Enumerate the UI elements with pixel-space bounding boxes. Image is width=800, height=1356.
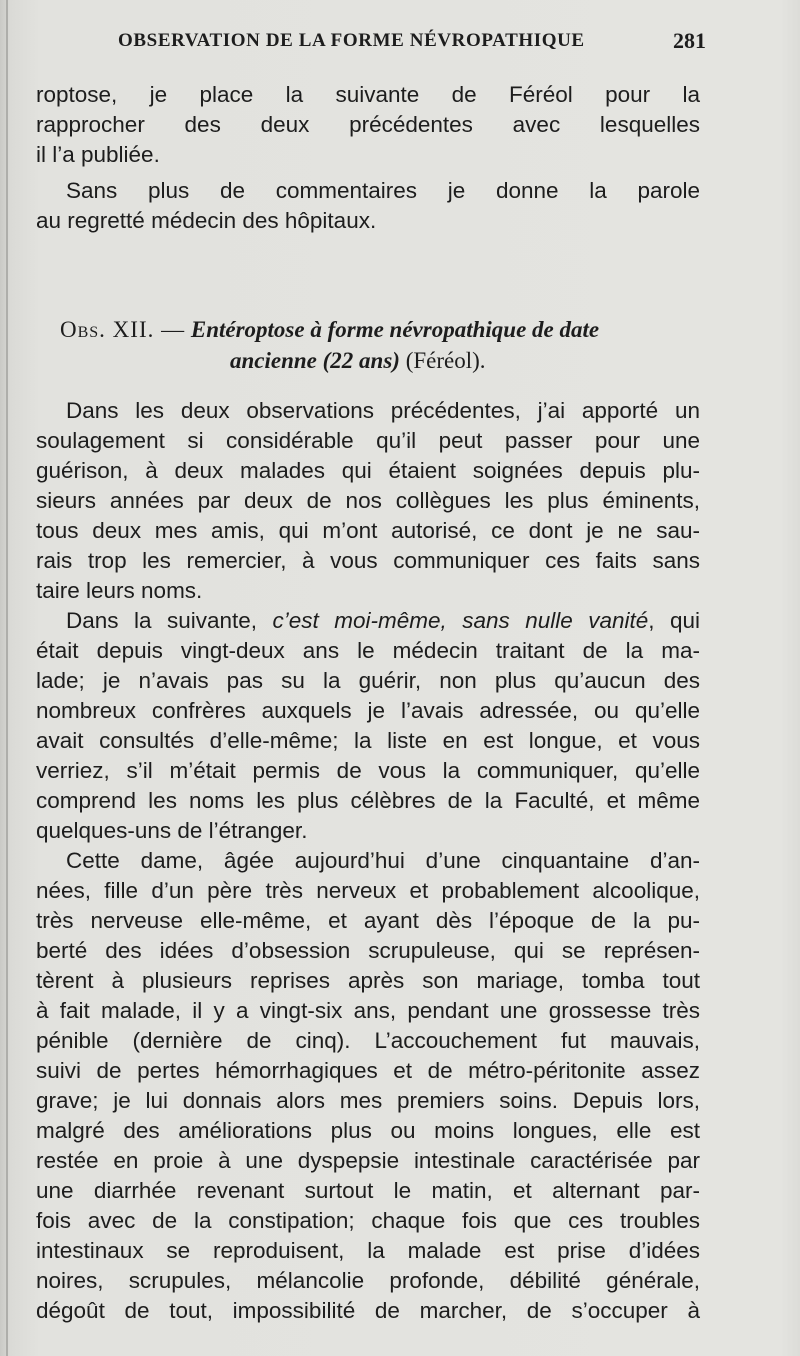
text-line: verriez, s’il m’était permis de vous la communiquer, qu’elle <box>36 758 700 783</box>
italic-fragment: c’est moi-même, sans nulle vanité <box>272 608 649 633</box>
text-line: dégoût de tout, impossibilité de marcher, de s’occuper à <box>36 1298 700 1323</box>
text-line: était depuis vingt-deux ans le médecin traitant de la ma- <box>36 638 700 663</box>
text-line: quelques-uns de l’étranger. <box>36 818 308 843</box>
text-line: noires, scrupules, mélancolie profonde, débilité générale, <box>36 1268 700 1293</box>
text-line: soulagement si considérable qu’il peut passer pour une <box>36 428 700 453</box>
running-head: OBSERVATION DE LA FORME NÉVROPATHIQUE <box>118 30 585 51</box>
text-line: à fait malade, il y a vingt-six ans, pendant une grossesse très <box>36 998 700 1023</box>
text-line: nées, fille d’un père très nerveux et probablement alcoolique, <box>36 878 700 903</box>
observation-subtitle: ancienne (22 ans) <box>230 348 400 373</box>
text-line: malgré des améliorations plus ou moins longues, elle est <box>36 1118 700 1143</box>
text-line: Cette dame, âgée aujourd’hui d’une cinquantaine d’an- <box>66 848 700 873</box>
body-text <box>36 396 700 1326</box>
text-fragment: Dans la suivante, <box>66 608 273 633</box>
observation-label: Obs. XII. — <box>60 317 186 342</box>
text-line: taire leurs noms. <box>36 578 203 603</box>
text-line: nombreux confrères auxquels je l’avais adressée, ou qu’elle <box>36 698 700 723</box>
text-line: fois avec de la constipation; chaque fois que ces troubles <box>36 1208 700 1233</box>
observation-heading <box>60 314 700 376</box>
text-line: Dans les deux observations précédentes, j’ai apporté un <box>66 398 700 423</box>
page-header <box>118 30 708 58</box>
text-line: restée en proie à une dyspepsie intestinale caractérisée par <box>36 1148 700 1173</box>
intro-paragraphs <box>36 80 700 236</box>
page-number: 281 <box>673 28 706 53</box>
text-line: lade; je n’avais pas su la guérir, non plus qu’aucun des <box>36 668 700 693</box>
text-line: pénible (dernière de cinq). L’accouchement fut mauvais, <box>36 1028 700 1053</box>
text-line: tous deux mes amis, qui m’ont autorisé, ce dont je ne sau- <box>36 518 700 543</box>
text-line: grave; je lui donnais alors mes premiers soins. Depuis lors, <box>36 1088 700 1113</box>
text-line: très nerveuse elle-même, et ayant dès l’époque de la pu- <box>36 908 700 933</box>
text-line: roptose, je place la suivante de Féréol pour la <box>36 82 700 107</box>
text-line: avait consultés d’elle-même; la liste en est longue, et vous <box>36 728 700 753</box>
text-line: tèrent à plusieurs reprises après son mariage, tomba tout <box>36 968 700 993</box>
text-line: intestinaux se reproduisent, la malade est prise d’idées <box>36 1238 700 1263</box>
text-line: rais trop les remercier, à vous communiquer ces faits sans <box>36 548 700 573</box>
text-line: berté des idées d’obsession scrupuleuse, qui se représen- <box>36 938 700 963</box>
text-fragment: , qui <box>648 608 700 633</box>
observation-author: (Féréol). <box>399 348 486 373</box>
text-line: suivi de pertes hémorrhagiques et de métro-péritonite assez <box>36 1058 700 1083</box>
text-line: Sans plus de commentaires je donne la parole <box>66 178 700 203</box>
text-line: comprend les noms les plus célèbres de la Faculté, et même <box>36 788 700 813</box>
text-line: sieurs années par deux de nos collègues les plus éminents, <box>36 488 700 513</box>
text-line: guérison, à deux malades qui étaient soignées depuis plu- <box>36 458 700 483</box>
text-line: rapprocher des deux précédentes avec lesquelles <box>36 112 700 137</box>
binding-gutter <box>6 0 8 1356</box>
text-line: une diarrhée revenant surtout le matin, et alternant par- <box>36 1178 700 1203</box>
text-line: il l’a publiée. <box>36 142 160 167</box>
text-line <box>36 606 700 636</box>
observation-title: Entéroptose à forme névropathique de date <box>190 317 600 342</box>
text-line: au regretté médecin des hôpitaux. <box>36 208 377 233</box>
